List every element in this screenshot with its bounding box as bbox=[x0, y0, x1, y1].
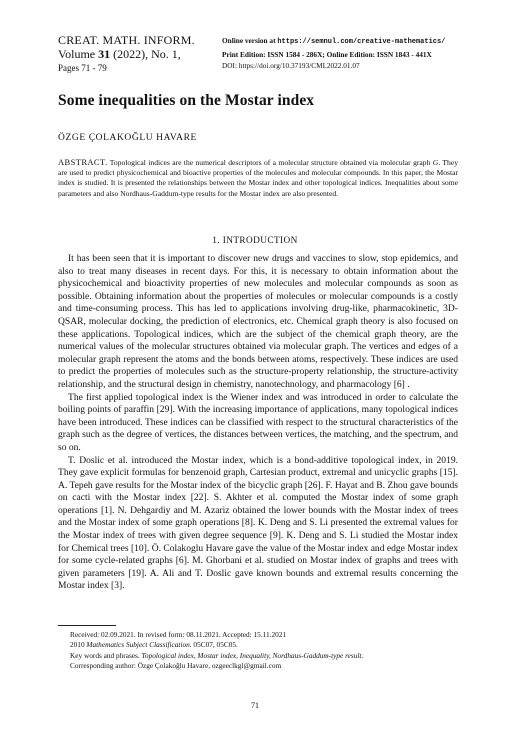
abstract-text-b: . They are used to predict physicochemical and bioactive properties of the molecules and molecular compounds. In this paper, the Mostar index is studied. It is presented the relationships between the Mostar index and other topological indices. Inequalities about some parameters and also Nordhaus-Gaddum-type results for the Mostar index are also presented. bbox=[58, 158, 459, 198]
body-text bbox=[58, 253, 458, 593]
page-number: 71 bbox=[251, 701, 259, 710]
publication-info bbox=[222, 35, 445, 72]
journal-header bbox=[58, 33, 195, 74]
msc-codes: 05C07, 05C05. bbox=[191, 640, 238, 650]
volume-prefix: Volume bbox=[58, 47, 99, 61]
keywords-label: Key words and phrases. bbox=[70, 650, 140, 660]
footnotes bbox=[70, 630, 363, 672]
page-range: Pages 71 - 79 bbox=[58, 63, 107, 73]
paper-author: ÖZGE ÇOLAKOĞLU HAVARE bbox=[58, 133, 197, 143]
volume-suffix: (2022), No. 1, bbox=[110, 47, 181, 61]
doi-line[interactable]: DOI: https://doi.org/10.37193/CMI.2022.01.07 bbox=[222, 61, 360, 70]
msc-line: 2010 Mathematics Subject Classification. 05C07, 05C05. bbox=[70, 640, 238, 650]
abstract-graph-symbol: G bbox=[432, 158, 439, 167]
abstract-text-a: Topological indices are the numerical descriptors of a molecular structure obtained via molecular graph bbox=[107, 158, 433, 167]
volume-number: 31 bbox=[98, 47, 111, 61]
keywords-line bbox=[70, 651, 363, 661]
paragraph-1: It has been seen that it is important to discover new drugs and vaccines to slow, stop epidemics, and also to treat many diseases in recent days. For this, it is necessary to obtain information about the physicochemical and bioactivity properties of new molecules and molecular compounds as soon as possible. Obtaining information about the properties of molecules or molecular compounds is a costly and time-consuming process. This has led to applications involving drug-like, pharmacokinetic, 3D-QSAR, molecular docking, the prediction of electronics, etc. Chemical graph theory is also focused on these applications. Topological indices, which are the subject of the chemical graph theory, are the numerical values of the molecular structures obtained via molecular graph. The vertices and edges of a molecular graph represent the atoms and the bonds between atoms, respectively. These indices are used to predict the properties of molecules such as the structure-property relationship, the structure-activity relationship, and the structural design in chemistry, nanotechnology, and pharmacology [6] . bbox=[58, 253, 458, 390]
issn-line: Print Edition: ISSN 1584 - 286X; Online Edition: ISSN 1843 - 441X bbox=[222, 49, 432, 59]
paper-title: Some inequalities on the Mostar index bbox=[58, 92, 315, 109]
corresponding-author: Corresponding author: Özge Çolakoğlu Havare, ozgeeclkgl@gmail.com bbox=[70, 661, 282, 671]
paragraph-2: The first applied topological index is the Wiener index and was introduced in order to calculate the boiling points of paraffin [29]. With the increasing importance of applications, many topological indices have been introduced. These indices can be classified with respect to the structural characteristics of the graph such as the degree of vertices, the distances between vertices, the matching, and the spectrum, and so on. bbox=[58, 391, 458, 453]
paragraph-3: T. Doslic et al. introduced the Mostar index, which is a bond-additive topological index, in 2019. They gave explicit formulas for benzenoid graph, Cartesian product, extremal and unicyclic graphs [15]. A. Tepeh gave results for the Mostar index of the bicyclic graph [26]. F. Hayat and B. Zhou gave bounds on cacti with the Mostar index [22]. S. Akhter et al. computed the Mostar index of some graph operations [1]. N. Dehgardiy and M. Azariz obtained the lower bounds with the Mostar index of trees and the Mostar index of some graph operations [8]. K. Deng and S. Li presented the extremal values for the Mostar index of trees with given degree sequence [9]. K. Deng and S. Li studied the Mostar index for Chemical trees [10]. Ö. Colakoglu Havare gave the value of the Mostar index and edge Mostar index for some cycle-related graphs [6]. M. Ghorbani et al. studied on Mostar index of graphs and trees with given parameters [19]. A. Ali and T. Doslic gave known bounds and extremal results concerning the Mostar index [3]. bbox=[58, 454, 458, 592]
volume-line bbox=[58, 47, 195, 61]
section-heading: 1. INTRODUCTION bbox=[212, 236, 298, 246]
online-line bbox=[222, 35, 445, 49]
footnote-rule bbox=[58, 625, 116, 626]
online-prefix: Online version at bbox=[222, 36, 278, 45]
online-url[interactable]: https://semnul.com/creative-mathematics/ bbox=[277, 38, 446, 46]
msc-label: Mathematics Subject Classification. bbox=[86, 640, 192, 650]
abstract bbox=[58, 157, 458, 199]
received-dates: Received: 02.09.2021. In revised form: 08.11.2021. Accepted: 15.11.2021 bbox=[70, 630, 287, 639]
abstract-label: ABSTRACT. bbox=[58, 157, 108, 167]
journal-name: CREAT. MATH. INFORM. bbox=[58, 33, 195, 47]
keywords-text: Topological index, Mostar index, Inequality, Nordhaus-Gaddum-type result. bbox=[139, 650, 364, 660]
